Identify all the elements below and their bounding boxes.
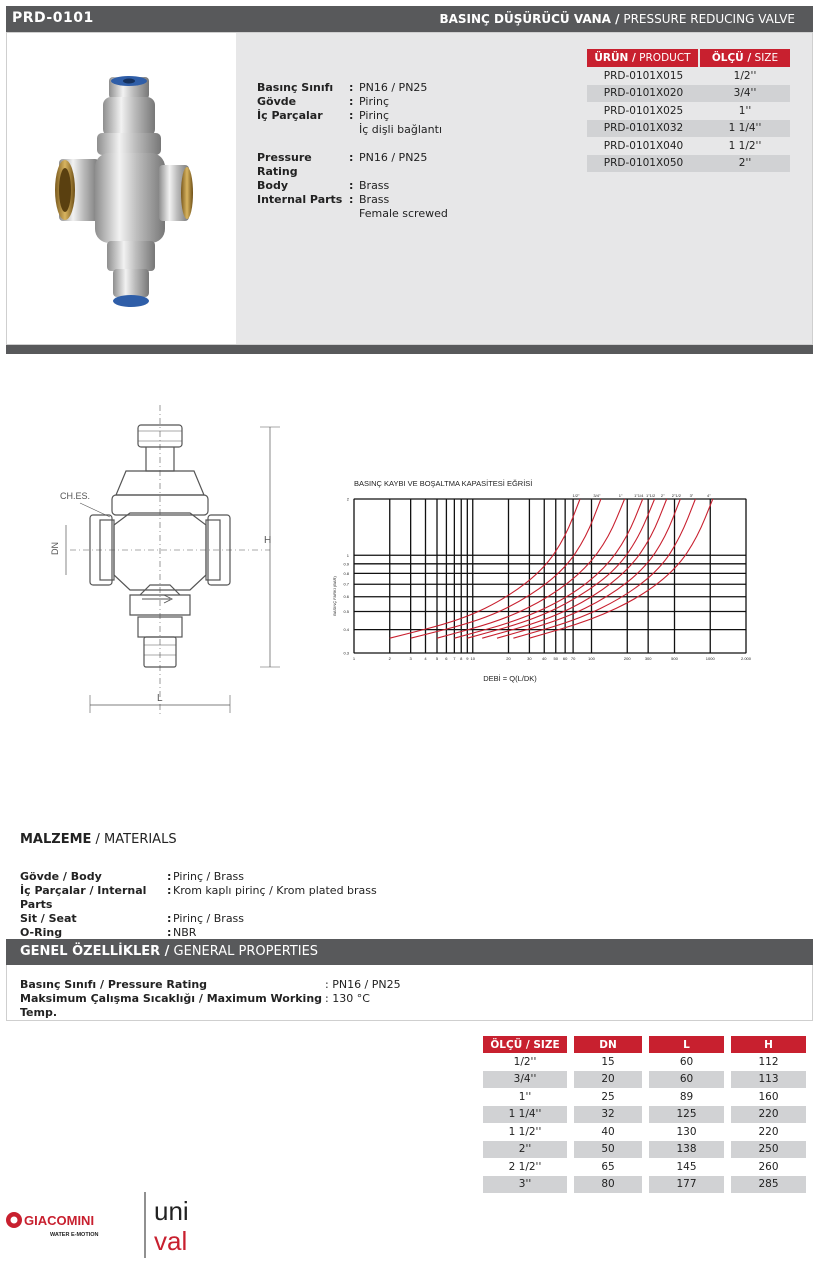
spec-list xyxy=(257,81,448,221)
table-cell: 3'' xyxy=(483,1176,574,1194)
series-label: 1" xyxy=(618,493,623,498)
brand-logos xyxy=(4,1190,214,1260)
dim-label-h: H xyxy=(264,535,272,546)
table-cell: 285 xyxy=(731,1176,806,1194)
x-tick-label: 1000 xyxy=(705,656,715,661)
spec-row: İç dişli bağlantı xyxy=(359,123,443,136)
table-cell: 130 xyxy=(649,1123,731,1141)
col-size-header: ÖLÇÜ / SIZE xyxy=(700,49,790,67)
table-cell: 138 xyxy=(649,1141,731,1159)
y-axis-label: BASINÇ FARKI (BAR) xyxy=(332,576,337,616)
table-cell: 2 1/2'' xyxy=(483,1158,574,1176)
table-cell: 20 xyxy=(574,1071,649,1089)
chart-title: BASINÇ KAYBI VE BOŞALTMA KAPASİTESİ EĞRİSİ xyxy=(354,479,533,488)
x-tick-label: 300 xyxy=(644,656,652,661)
x-tick-label: 50 xyxy=(553,656,558,661)
series-label: 1/2" xyxy=(572,493,580,498)
dimensions-table xyxy=(483,1036,806,1193)
col-h-header: H xyxy=(731,1036,806,1053)
svg-text:uni: uni xyxy=(154,1196,189,1226)
series-line xyxy=(529,499,712,638)
series-line xyxy=(482,499,667,638)
table-cell: 1'' xyxy=(483,1088,574,1106)
section-divider xyxy=(6,345,813,354)
x-tick-label: 9 xyxy=(466,656,469,661)
table-cell: 15 xyxy=(574,1053,649,1071)
x-tick-label: 2.000 xyxy=(740,656,752,661)
col-size-header: ÖLÇÜ / SIZE xyxy=(483,1036,574,1053)
table-cell: 260 xyxy=(731,1158,806,1176)
x-tick-label: 3 xyxy=(409,656,412,661)
table-row: PRD-0101X020 3/4'' xyxy=(587,85,790,103)
table-cell: 40 xyxy=(574,1123,649,1141)
table-cell: 25 xyxy=(574,1088,649,1106)
series-label: 3" xyxy=(689,493,694,498)
y-tick-label: 2 xyxy=(346,496,349,502)
table-row: PRD-0101X015 1/2'' xyxy=(587,67,790,85)
table-row xyxy=(483,1053,806,1071)
spec-row: Internal Parts : Brass xyxy=(257,193,390,206)
col-product-header: ÜRÜN / PRODUCT xyxy=(587,49,700,67)
series-label: 2"1/2 xyxy=(671,493,681,498)
table-row: PRD-0101X032 1 1/4'' xyxy=(587,120,790,138)
table-cell: 160 xyxy=(731,1088,806,1106)
table-cell: 60 xyxy=(649,1071,731,1089)
giacomini-logo xyxy=(6,1212,99,1238)
general-properties-bar xyxy=(6,939,813,965)
x-tick-label: 500 xyxy=(671,656,678,661)
y-tick-label: 1 xyxy=(346,552,349,558)
table-row: PRD-0101X025 1'' xyxy=(587,102,790,120)
series-label: 1"1/4 xyxy=(634,493,644,498)
table-row xyxy=(483,1071,806,1089)
svg-text:val: val xyxy=(154,1226,188,1256)
y-tick-label: 0.7 xyxy=(343,581,349,587)
x-tick-label: 30 xyxy=(527,656,532,661)
table-row xyxy=(483,1176,806,1194)
spec-row: Pressure Rating : PN16 / PN25 xyxy=(257,151,428,178)
table-cell: 220 xyxy=(731,1123,806,1141)
svg-text:GIACOMINI: GIACOMINI xyxy=(24,1213,95,1228)
table-row: PRD-0101X050 2'' xyxy=(587,155,790,173)
y-tick-label: 0.4 xyxy=(343,627,349,633)
materials-title: MALZEME / MATERIALS xyxy=(20,832,177,847)
series-label: 1"1/2 xyxy=(646,493,656,498)
spec-row: İç Parçalar : Pirinç xyxy=(257,109,390,122)
table-cell: 125 xyxy=(649,1106,731,1124)
series-label: 4" xyxy=(706,493,711,498)
x-tick-label: 4 xyxy=(424,656,427,661)
unival-logo xyxy=(154,1196,189,1256)
general-properties-list xyxy=(20,978,401,1020)
x-tick-label: 5 xyxy=(435,656,439,661)
table-cell: 65 xyxy=(574,1158,649,1176)
spec-row: Female screwed xyxy=(359,207,448,220)
table-cell: 1/2'' xyxy=(483,1053,574,1071)
y-tick-label: 0.9 xyxy=(343,561,349,567)
x-tick-label: 40 xyxy=(542,656,547,661)
x-axis-label: DEBİ = Q(L/DK) xyxy=(483,674,537,683)
table-row xyxy=(483,1123,806,1141)
materials-list xyxy=(20,870,377,940)
spec-row: Gövde : Pirinç xyxy=(257,95,390,108)
series-label: 3/4" xyxy=(593,493,601,498)
material-row: Gövde / Body : Pirinç / Brass xyxy=(20,870,245,883)
table-cell: 112 xyxy=(731,1053,806,1071)
product-title-en: PRESSURE REDUCING VALVE xyxy=(623,12,795,26)
y-tick-label: 0.5 xyxy=(343,609,349,615)
table-cell: 2'' xyxy=(483,1141,574,1159)
table-row xyxy=(483,1106,806,1124)
series-label: 2" xyxy=(660,493,665,498)
property-row: Maksimum Çalışma Sıcaklığı / Maximum Working Temp. : 130 °C xyxy=(20,992,370,1019)
spec-row: Body : Brass xyxy=(257,179,390,192)
table-cell: 177 xyxy=(649,1176,731,1194)
material-row: İç Parçalar / Internal Parts : Krom kaplı pirinç / Krom plated brass xyxy=(20,884,377,911)
table-row: PRD-0101X040 1 1/2'' xyxy=(587,137,790,155)
x-tick-label: 7 xyxy=(453,656,456,661)
table-cell: 1 1/4'' xyxy=(483,1106,574,1124)
col-dn-header: DN xyxy=(574,1036,649,1053)
x-tick-label: 70 xyxy=(570,656,576,661)
y-tick-label: 0.3 xyxy=(343,650,349,656)
table-cell: 220 xyxy=(731,1106,806,1124)
dim-label-dn: DN xyxy=(50,542,60,555)
product-title xyxy=(439,12,795,26)
table-cell: 3/4'' xyxy=(483,1071,574,1089)
col-l-header: L xyxy=(649,1036,731,1053)
valve-photo xyxy=(47,75,207,313)
table-cell: 80 xyxy=(574,1176,649,1194)
svg-text:WATER E-MOTION: WATER E-MOTION xyxy=(50,1232,99,1238)
property-row: Basınç Sınıfı / Pressure Rating : PN16 / PN25 xyxy=(20,978,401,991)
series-line xyxy=(467,499,654,638)
table-row xyxy=(483,1141,806,1159)
table-cell: 60 xyxy=(649,1053,731,1071)
x-tick-label: 8 xyxy=(460,656,463,661)
material-row: Sit / Seat : Pirinç / Brass xyxy=(20,912,245,925)
table-cell: 1 1/2'' xyxy=(483,1123,574,1141)
general-properties-title: GENEL ÖZELLİKLER / GENERAL PROPERTIES xyxy=(20,944,319,959)
x-tick-label: 2 xyxy=(388,656,391,661)
table-cell: 250 xyxy=(731,1141,806,1159)
table-row xyxy=(483,1088,806,1106)
x-tick-label: 1 xyxy=(352,656,356,661)
table-cell: 32 xyxy=(574,1106,649,1124)
spec-row: Basınç Sınıfı : PN16 / PN25 xyxy=(257,81,428,94)
y-tick-label: 0.6 xyxy=(343,594,349,600)
y-tick-label: 0.8 xyxy=(343,570,349,576)
x-tick-label: 20 xyxy=(506,656,511,661)
table-cell: 89 xyxy=(649,1088,731,1106)
product-size-table xyxy=(587,49,790,172)
header-bar xyxy=(6,6,813,32)
table-row xyxy=(483,1158,806,1176)
x-tick-label: 200 xyxy=(623,656,631,661)
table-cell: 145 xyxy=(649,1158,731,1176)
series-line xyxy=(513,499,695,638)
product-title-tr: BASINÇ DÜŞÜRÜCÜ VANA / xyxy=(439,12,620,26)
technical-drawing xyxy=(30,395,300,735)
x-tick-label: 6 xyxy=(445,656,448,661)
x-tick-label: 60 xyxy=(562,656,568,661)
table-cell: 113 xyxy=(731,1071,806,1089)
product-code: PRD-0101 xyxy=(12,10,94,26)
x-tick-label: 100 xyxy=(588,656,595,661)
table-cell: 50 xyxy=(574,1141,649,1159)
dim-label-l: L xyxy=(157,693,163,704)
material-row: O-Ring : NBR xyxy=(20,926,197,939)
x-tick-label: 10 xyxy=(470,656,475,661)
pressure-loss-chart xyxy=(330,475,760,690)
dim-label-ches: CH.ES. xyxy=(60,491,91,501)
